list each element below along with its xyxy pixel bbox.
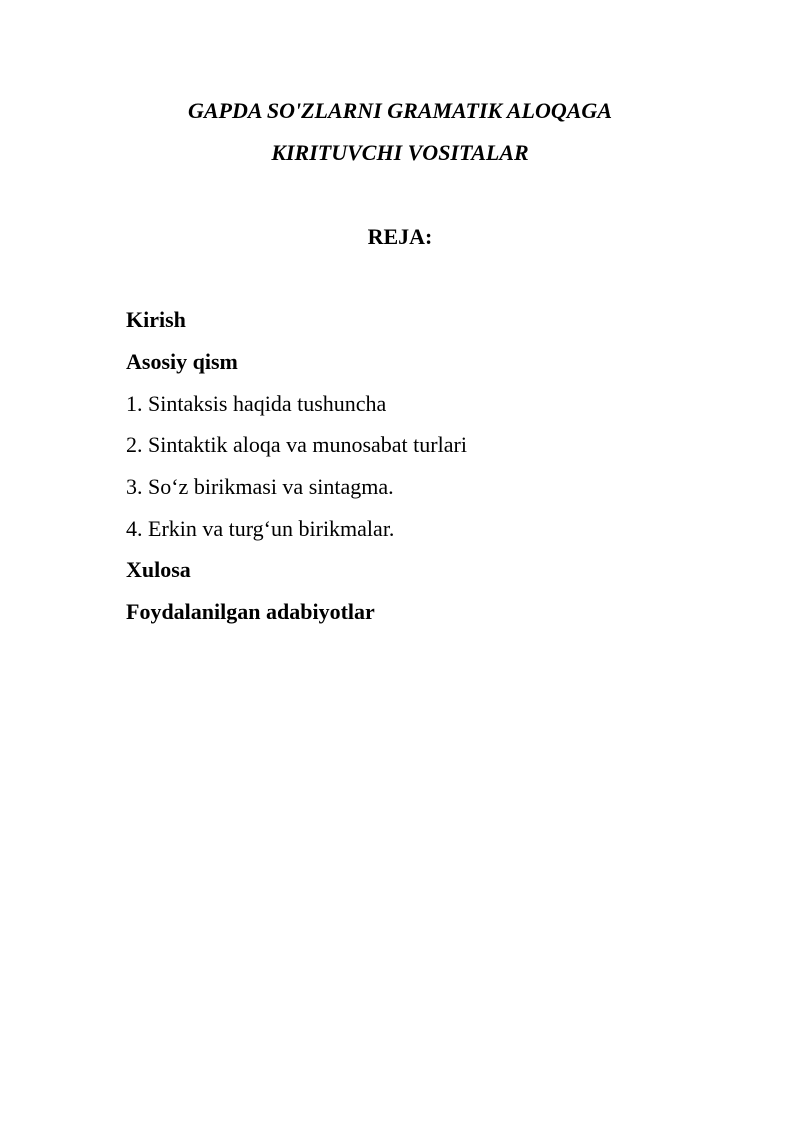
plan-item-references: Foydalanilgan adabiyotlar bbox=[126, 599, 375, 624]
plan-item-4: 4. Erkin va turg‘un birikmalar. bbox=[126, 516, 395, 541]
plan-item-introduction: Kirish bbox=[126, 307, 186, 332]
plan-item-1: 1. Sintaksis haqida tushuncha bbox=[126, 391, 387, 416]
plan-heading: REJA: bbox=[367, 224, 433, 249]
plan-item-main-part: Asosiy qism bbox=[126, 349, 238, 374]
document-title-line-1: GAPDA SO'ZLARNI GRAMATIK ALOQAGA bbox=[188, 98, 612, 123]
plan-item-conclusion: Xulosa bbox=[126, 557, 191, 582]
plan-item-3: 3. So‘z birikmasi va sintagma. bbox=[126, 474, 394, 499]
document-title-line-2: KIRITUVCHI VOSITALAR bbox=[271, 140, 529, 165]
plan-item-2: 2. Sintaktik aloqa va munosabat turlari bbox=[126, 432, 467, 457]
